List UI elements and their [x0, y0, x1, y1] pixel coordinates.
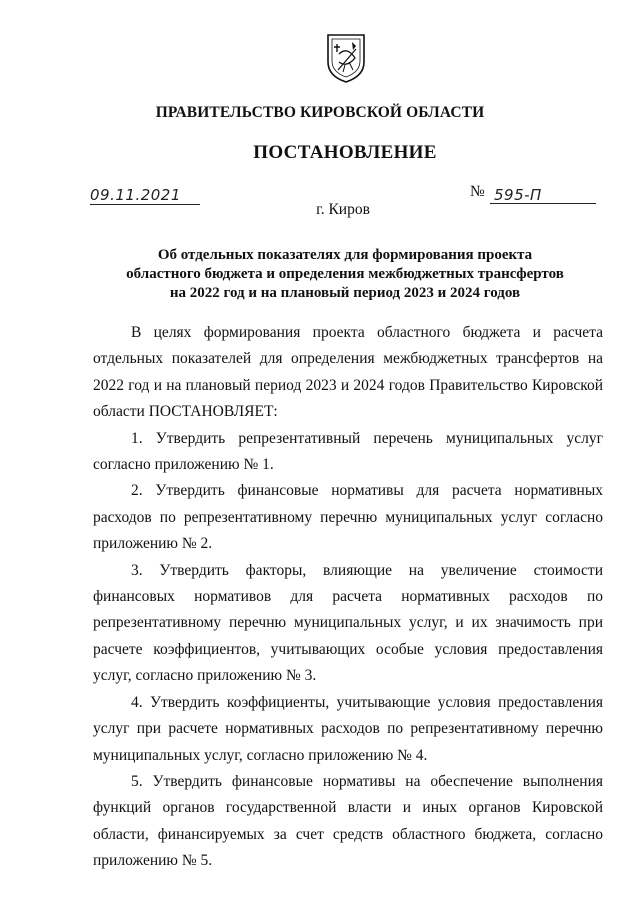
clause-paragraph: 2. Утвердить финансовые нормативы для расчета нормативных расходов по репрезентативному перечню муниципальных услуг согласно приложению № 2. [93, 482, 603, 553]
coat-of-arms-icon [325, 32, 367, 84]
clause-paragraph: 1. Утвердить репрезентативный перечень муниципальных услуг согласно приложению № 1. [93, 429, 603, 474]
document-subject [0, 246, 640, 303]
city: г. Киров [316, 201, 370, 218]
document-body [93, 320, 603, 875]
subject-line: областного бюджета и определения межбюджетных трансфертов [126, 266, 564, 282]
clause-paragraph: 5. Утвердить финансовые нормативы на обеспечение выполнения функций органов государственной власти и иных органов Кировской области, финансируемых за счет средств областного бюджета, согласно приложению № 5. [93, 772, 603, 870]
clause-paragraph: 4. Утвердить коэффициенты, учитывающие условия предоставления услуг при расчете нормативных расходов по репрезентативному перечню муниципальных услуг, согласно приложению № 4. [93, 693, 603, 764]
subject-line: на 2022 год и на плановый период 2023 и 2024 годов [169, 285, 521, 301]
document-date: 09.11.2021 [90, 186, 200, 205]
document-number: 595-П [490, 186, 596, 204]
subject-line: Об отдельных показателях для формирования проекта [157, 247, 533, 263]
number-label: № [470, 183, 485, 200]
document-type: ПОСТАНОВЛЕНИЕ [253, 142, 437, 163]
preamble-paragraph: В целях формирования проекта областного бюджета и расчета отдельных показателей для определения межбюджетных трансфертов на 2022 год и на плановый период 2023 и 2024 годов Правительство Кировской области ПОСТАНОВЛЯЕТ: [93, 324, 603, 421]
government-name: ПРАВИТЕЛЬСТВО КИРОВСКОЙ ОБЛАСТИ [155, 104, 485, 121]
clause-paragraph: 3. Утвердить факторы, влияющие на увеличение стоимости финансовых нормативов для расчета нормативных расходов по репрезентативному перечню муниципальных услуг, и их значимость при расчете коэффициентов, учитывающих особые условия предоставления услуг, согласно приложению № 3. [93, 561, 603, 685]
